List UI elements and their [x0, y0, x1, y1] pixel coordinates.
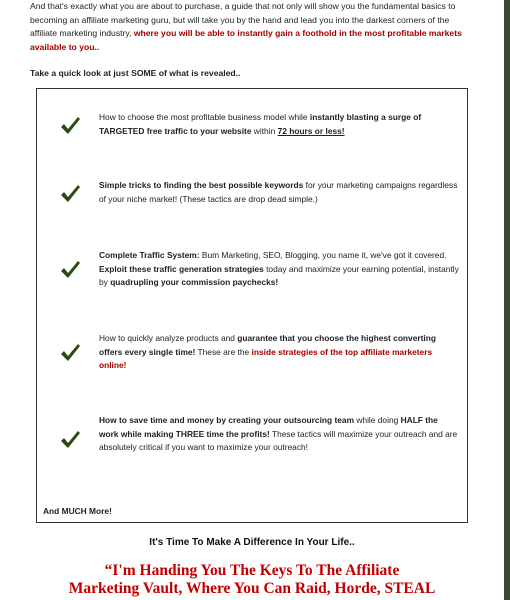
feature-item-5 — [99, 414, 459, 455]
feature-highlight: inside strategies of the top affiliate marketers online! — [99, 346, 433, 370]
page-border — [504, 0, 510, 600]
quote-line-1: “I'm Handing You The Keys To The Affiliate — [104, 562, 400, 579]
headline-quote — [0, 562, 504, 598]
section-heading: It's Time To Make A Difference In Your Life.. — [149, 537, 355, 548]
feature-item-3 — [99, 249, 459, 290]
feature-text: How to choose the most profitable business model while — [99, 112, 310, 122]
feature-item-2 — [99, 179, 459, 206]
intro-highlight: where you will be able to instantly gain a foothold in the most profitable markets available to you.. — [30, 28, 462, 52]
feature-text: These are the — [195, 346, 252, 357]
feature-item-1 — [99, 111, 459, 138]
checkmark-icon — [59, 259, 81, 281]
feature-text: Bum Marketing, SEO, Blogging, you name it, we've got it covered. — [199, 250, 447, 260]
quote-line-2: Marketing Vault, Where You Can Raid, Horde, STEAL — [68, 580, 436, 597]
feature-text: while doing — [354, 415, 401, 425]
feature-bold: HALF the work while making THREE time the profits! — [99, 415, 438, 439]
checkmark-icon — [59, 183, 81, 205]
features-box — [36, 88, 468, 523]
feature-text: How to quickly analyze products and — [99, 333, 238, 343]
feature-bold: Simple tricks to finding the best possible keywords — [99, 180, 304, 190]
much-more-text: And MUCH More! — [43, 506, 112, 516]
feature-bold: quadrupling your commission paychecks! — [110, 277, 279, 287]
feature-bold: Complete Traffic System: — [99, 250, 200, 260]
feature-item-4 — [99, 332, 459, 373]
checkmark-icon — [59, 342, 81, 364]
feature-text: for your marketing campaigns regardless of your niche market! (These tactics are drop dead simple.) — [99, 180, 458, 204]
feature-bold: How to save time and money by creating your outsourcing team — [99, 415, 355, 425]
feature-bold: guarantee that you choose the highest converting offers every single time! — [99, 333, 436, 357]
look-heading: Take a quick look at just SOME of what is revealed.. — [30, 68, 241, 78]
feature-bold: Exploit these traffic generation strategies — [99, 263, 264, 274]
feature-bold: instantly blasting a surge of TARGETED free traffic to your website — [99, 112, 422, 136]
intro-text: And that's exactly what you are about to purchase, a guide that not only will show you the fundamental basics to becoming an affiliate marketing guru, but will take you by the hand and lead you into the darkest corners of the affiliate marketing industry, — [30, 1, 456, 38]
intro-paragraph — [30, 0, 470, 54]
checkmark-icon — [59, 115, 81, 137]
checkmark-icon — [59, 429, 81, 451]
feature-text: within — [251, 125, 278, 136]
feature-emphasis: 72 hours or less! — [277, 125, 345, 136]
feature-text: today and maximize your earning potential, instantly by — [99, 263, 459, 287]
feature-text: These tactics will maximize your outreach and are absolutely critical if you want to maximize your outreach! — [99, 428, 458, 452]
